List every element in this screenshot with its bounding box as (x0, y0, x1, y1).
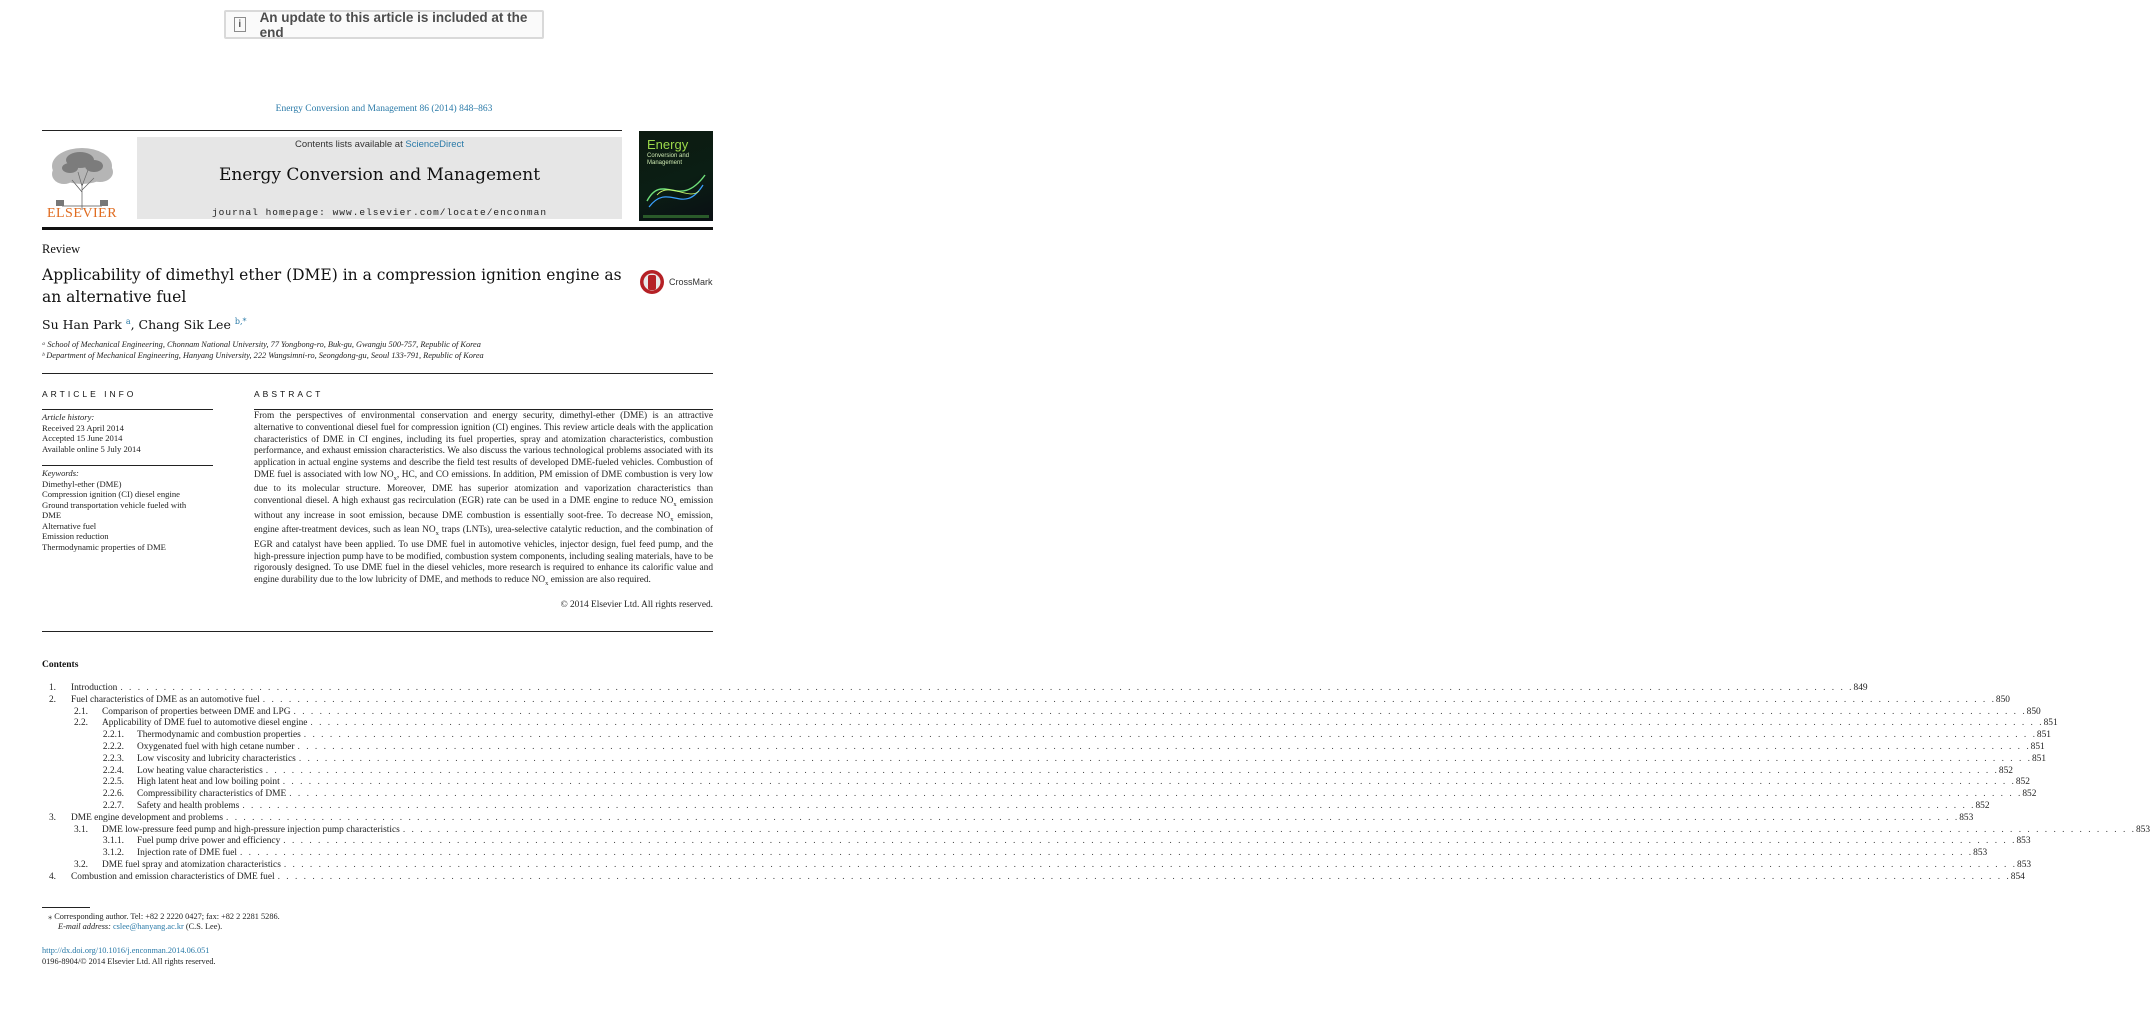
toc-entry-title[interactable]: Combustion and emission characteristics of DME fuel (71, 871, 275, 882)
toc-entry-title[interactable]: DME low-pressure feed pump and high-pressure injection pump characteristics (102, 824, 400, 835)
toc-leader-dots: . . . . . . . . . . . . . . . . . . . . . . . . . . . . . . . . . . . . . . . . . . . . . . . . . . . . . . . . . . . . . . . . . . . . . . . . . . . . . . . . . . . . . . . . . . . . . . . . . . . . . . . . . . . . . . . . . . . . . . . . . . . . . . . . . . . . . . . . . . . . . . . . . . . . . . . . . . . . . . . . . . . . . . . . . . . . . . . . . . . . . . . . . . . . . . . . . . . . . . . . (282, 777, 2016, 788)
toc-leader-dots: . . . . . . . . . . . . . . . . . . . . . . . . . . . . . . . . . . . . . . . . . . . . . . . . . . . . . . . . . . . . . . . . . . . . . . . . . . . . . . . . . . . . . . . . . . . . . . . . . . . . . . . . . . . . . . . . . . . . . . . . . . . . . . . . . . . . . . . . . . . . . . . . . . . . . . . . . . . . . . . . . . . . . . . . . . . . . . . . . . . . . . . . . . . . . . . . . . . . . . . . (265, 765, 1999, 776)
contents-prefix: Contents lists available at (295, 139, 406, 150)
keywords-block (42, 468, 186, 552)
toc-entry-title[interactable]: DME fuel spray and atomization characteristics (102, 859, 281, 870)
toc-entry-line (137, 741, 2045, 752)
toc-entry-number: 1. (48, 683, 56, 693)
toc-leader-dots: . . . . . . . . . . . . . . . . . . . . . . . . . . . . . . . . . . . . . . . . . . . . . . . . . . . . . . . . . . . . . . . . . . . . . . . . . . . . . . . . . . . . . . . . . . . . . . . . . . . . . . . . . . . . . . . . . . . . . . . . . . . . . . . . . . . . . . . . . . . . . . . . . . . . . . . . . . . . . . . . . . . . . . . . . . . . . . . . . . . . . . . . . . . . . . . . . . . . . . . . (303, 730, 2037, 741)
toc-entry-line (102, 718, 2058, 729)
abstract-text: From the perspectives of environmental conservation and energy security, dimethyl-ether (DME) is an attractive alternative to conventional diesel fuel for compression ignition (CI) engines. This review article deals with the application characteristics of DME in CI engines, including its fuel properties, spray and atomization characteristics, combustion performance, and exhaust emission characteristics. We also discuss the various technological problems associated with its application in actual engine systems and describe the field test results of developed DME-fueled vehicles. Combustion of DME fuel is associated with low $NO_x$, HC, and CO emissions. In addition, PM emission of DME combustion is very low due to its molecular structure. Moreover, DME has superior atomization and vaporization characteristics than conventional diesel. A high exhaust gas recirculation (EGR) rate can be used in a DME engine to reduce $NO_x$ emission without any increase in soot emission, because DME combustion is essentially soot-free. To decrease $NO_x$ emission, engine after-treatment devices, such as lean $NO_x$ traps (LNTs), urea-selective catalytic reduction, and the combination of EGR and catalyst have been applied. To use DME fuel in automotive vehicles, injector design, fuel feed pump, and the high-pressure injection pump have to be modified, combustion system components, including sealing materials, have to be rigorously designed. To use DME fuel in the diesel vehicles, more research is required to enhance its calorific value and engine durability due to the low lubricity of DME, and methods to reduce $NO_x$ emission are also required. (254, 411, 713, 588)
toc-entry-line (102, 706, 2041, 717)
toc-entry[interactable] (42, 848, 1988, 860)
toc-entry[interactable] (42, 765, 2013, 778)
toc-entry-number: 2.2. (73, 718, 88, 729)
toc-entry-title[interactable]: Fuel pump drive power and efficiency (137, 836, 281, 847)
toc-leader-dots: . . . . . . . . . . . . . . . . . . . . . . . . . . . . . . . . . . . . . . . . . . . . . . . . . . . . . . . . . . . . . . . . . . . . . . . . . . . . . . . . . . . . . . . . . . . . . . . . . . . . . . . . . . . . . . . . . . . . . . . . . . . . . . . . . . . . . . . . . . . . . . . . . . . . . . . . . . . . . . . . . . . . . . . . . . . . . . . . . . . . . . . . . . . . . . . . . . . . . . . . (289, 789, 2023, 800)
cover-title: Energy (647, 137, 689, 152)
sciencedirect-link[interactable]: ScienceDirect (405, 139, 464, 150)
toc-entry[interactable] (42, 694, 2010, 707)
contents-divider (42, 631, 713, 632)
toc-leader-dots: . . . . . . . . . . . . . . . . . . . . . . . . . . . . . . . . . . . . . . . . . . . . . . . . . . . . . . . . . . . . . . . . . . . . . . . . . . . . . . . . . . . . . . . . . . . . . . . . . . . . . . . . . . . . . . . . . . . . . . . . . . . . . . . . . . . . . . . . . . . . . . . . . . . . . . . . . . . . . . . . . . . . . . . . . . . . . . . . . . . . . . . . . . . . . . . . . . . . . . . . (283, 836, 2017, 847)
toc-entry-line (71, 683, 1868, 693)
header-bottom-rule (42, 227, 713, 230)
toc-leader-dots: . . . . . . . . . . . . . . . . . . . . . . . . . . . . . . . . . . . . . . . . . . . . . . . . . . . . . . . . . . . . . . . . . . . . . . . . . . . . . . . . . . . . . . . . . . . . . . . . . . . . . . . . . . . . . . . . . . . . . . . . . . . . . . . . . . . . . . . . . . . . . . . . . . . . . . . . . . . . . . . . . . . . . . . . . . . . . . . . . . . . . . . . . . . . . . . . . . . . . . . . (239, 848, 1974, 859)
toc-entry-line (102, 859, 2032, 870)
crossmark-icon (639, 269, 665, 295)
toc-entry-line (137, 765, 2013, 776)
toc-entry-line (137, 730, 2051, 741)
toc-entry-line (137, 800, 1990, 811)
crossmark-label: CrossMark (669, 277, 713, 287)
article-info-rule (42, 409, 213, 410)
author-name[interactable]: Su Han Park (42, 317, 122, 333)
toc-entry[interactable] (42, 777, 2030, 789)
cover-swirl-graphic (639, 131, 713, 221)
toc-entry-line (137, 789, 2037, 800)
toc-entry[interactable] (42, 683, 1868, 695)
email-suffix: (C.S. Lee). (183, 922, 223, 931)
elsevier-wordmark: ELSEVIER (46, 206, 118, 221)
history-online: Available online 5 July 2014 (42, 443, 141, 454)
toc-entry-page: 853 (2016, 836, 2031, 847)
toc-entry-line (71, 871, 2025, 882)
email-label: E-mail address: (58, 922, 113, 931)
toc-entry-number: 2.2.1. (102, 730, 124, 741)
cover-subtitle: Conversion and Management (647, 153, 690, 166)
toc-entry-title[interactable]: Comparison of properties between DME and LPG (102, 706, 291, 717)
toc-entry-title[interactable]: Thermodynamic and combustion properties (137, 730, 301, 741)
keyword-item: DME (42, 510, 62, 520)
toc-entry-number: 4. (48, 871, 56, 882)
keywords-label: Keywords: (42, 468, 79, 478)
toc-entry-page: 850 (2026, 706, 2041, 717)
toc-entry-number: 3.1. (73, 824, 88, 835)
toc-entry-number: 2.2.6. (102, 789, 124, 800)
toc-entry-line (137, 836, 2031, 847)
history-accepted: Accepted 15 June 2014 (42, 433, 123, 443)
toc-entry-title[interactable]: Fuel characteristics of DME as an automotive fuel (71, 694, 260, 705)
doi-link[interactable]: http://dx.doi.org/10.1016/j.enconman.2014.06.051 (42, 946, 210, 955)
toc-leader-dots: . . . . . . . . . . . . . . . . . . . . . . . . . . . . . . . . . . . . . . . . . . . . . . . . . . . . . . . . . . . . . . . . . . . . . . . . . . . . . . . . . . . . . . . . . . . . . . . . . . . . . . . . . . . . . . . . . . . . . . . . . . . . . . . . . . . . . . . . . . . . . . . . . . . . . . . . . . . . . . . . . . . . . . . . . . . . . . . . . . . . . . . . . . . . . . . . . . . . . . . . (310, 718, 2044, 729)
toc-entry-number: 2.1. (73, 706, 88, 717)
toc-entry-page: 854 (2010, 871, 2025, 882)
toc-entry[interactable] (42, 836, 2031, 848)
article-history-label: Article history: (42, 412, 95, 422)
affiliation-b: ᵇ Department of Mechanical Engineering, Hanyang University, 222 Wangsimni-ro, Seongdong-gu, Seoul 133-791, Republic of Korea (42, 351, 484, 360)
info-icon: i (234, 17, 246, 32)
toc-entry-line (102, 824, 2150, 835)
toc-entry-page: 853 (1959, 812, 1974, 823)
article-type: Review (42, 242, 81, 256)
toc-entry-page: 850 (1995, 694, 2010, 705)
toc-entry-page: 851 (2030, 741, 2045, 752)
toc-entry-title[interactable]: Compressibility characteristics of DME (137, 789, 287, 800)
author-affiliation-marker[interactable]: a (125, 317, 131, 326)
toc-leader-dots: . . . . . . . . . . . . . . . . . . . . . . . . . . . . . . . . . . . . . . . . . . . . . . . . . . . . . . . . . . . . . . . . . . . . . . . . . . . . . . . . . . . . . . . . . . . . . . . . . . . . . . . . . . . . . . . . . . . . . . . . . . . . . . . . . . . . . . . . . . . . . . . . . . . . . . . . . . . . . . . . . . . . . . . . . . . . . . . . . . . . . . . . . . . . . . . . . . . . . . . . (120, 683, 1854, 693)
toc-leader-dots: . . . . . . . . . . . . . . . . . . . . . . . . . . . . . . . . . . . . . . . . . . . . . . . . . . . . . . . . . . . . . . . . . . . . . . . . . . . . . . . . . . . . . . . . . . . . . . . . . . . . . . . . . . . . . . . . . . . . . . . . . . . . . . . . . . . . . . . . . . . . . . . . . . . . . . . . . . . . . . . . . . . . . . . . . . . . . . . . . . . . . . . . . . . . . . . . . . . . . . . . (242, 800, 1976, 811)
toc-leader-dots: . . . . . . . . . . . . . . . . . . . . . . . . . . . . . . . . . . . . . . . . . . . . . . . . . . . . . . . . . . . . . . . . . . . . . . . . . . . . . . . . . . . . . . . . . . . . . . . . . . . . . . . . . . . . . . . . . . . . . . . . . . . . . . . . . . . . . . . . . . . . . . . . . . . . . . . . . . . . . . . . . . . . . . . . . . . . . . . . . . . . . . . . . . . . . . . . . . . . . . . . (226, 812, 1960, 823)
abstract-heading: ABSTRACT (254, 389, 324, 399)
toc-entry-line (137, 777, 2030, 788)
toc-entry-page: 851 (2036, 730, 2051, 741)
toc-entry-line (71, 812, 1974, 823)
journal-header-box (137, 137, 622, 219)
toc-entry-page: 851 (2031, 753, 2047, 764)
toc-entry-line (137, 848, 1988, 859)
toc-entry[interactable] (42, 859, 2032, 872)
keyword-item: Ground transportation vehicle fueled with (42, 499, 187, 510)
update-banner-text: An update to this article is included at the end (259, 9, 528, 40)
toc-entry[interactable] (42, 824, 2150, 837)
footnote-rule (42, 907, 90, 908)
toc-leader-dots: . . . . . . . . . . . . . . . . . . . . . . . . . . . . . . . . . . . . . . . . . . . . . . . . . . . . . . . . . . . . . . . . . . . . . . . . . . . . . . . . . . . . . . . . . . . . . . . . . . . . . . . . . . . . . . . . . . . . . . . . . . . . . . . . . . . . . . . . . . . . . . . . . . . . . . . . . . . . . . . . . . . . . . . . . . . . . . . . . . . . . . . . . . . . . . . . . . . . . . . . (277, 871, 2011, 882)
toc-entry[interactable] (42, 800, 1990, 813)
toc-entry-line (71, 694, 2010, 705)
section-divider (42, 373, 713, 374)
article-info-heading: ARTICLE INFO (42, 389, 137, 399)
toc-entry-title[interactable]: Oxygenated fuel with high cetane number (137, 741, 295, 752)
crossmark-button[interactable] (639, 268, 719, 296)
toc-entry-line (137, 753, 2047, 764)
toc-entry-title[interactable]: Introduction (71, 683, 118, 693)
journal-title: Energy Conversion and Management (218, 165, 541, 185)
toc-entry-title[interactable]: Safety and health problems (137, 800, 240, 811)
toc-entry-title[interactable]: Injection rate of DME fuel (137, 848, 237, 859)
toc-entry-title[interactable]: DME engine development and problems (71, 812, 224, 823)
toc-entry-number: 2.2.3. (102, 753, 124, 764)
toc-entry-title[interactable]: Applicability of DME fuel to automotive diesel engine (102, 718, 308, 729)
keywords-rule (42, 465, 213, 466)
toc-entry-page: 852 (2022, 789, 2037, 800)
toc-entry-number: 2.2.2. (102, 741, 124, 752)
toc-entry[interactable] (42, 753, 2047, 766)
toc-entry[interactable] (42, 812, 1974, 825)
toc-entry[interactable] (42, 730, 2051, 742)
toc-entry[interactable] (42, 741, 2045, 754)
journal-reference-link[interactable]: Energy Conversion and Management 86 (2014) 848–863 (275, 104, 493, 114)
toc-leader-dots: . . . . . . . . . . . . . . . . . . . . . . . . . . . . . . . . . . . . . . . . . . . . . . . . . . . . . . . . . . . . . . . . . . . . . . . . . . . . . . . . . . . . . . . . . . . . . . . . . . . . . . . . . . . . . . . . . . . . . . . . . . . . . . . . . . . . . . . . . . . . . . . . . . . . . . . . . . . . . . . . . . . . . . . . . . . . . . . . . . . . . . . . . . . . . . . . . . . . . . . . (297, 741, 2031, 752)
abstract-rule (254, 409, 713, 410)
toc-leader-dots: . . . . . . . . . . . . . . . . . . . . . . . . . . . . . . . . . . . . . . . . . . . . . . . . . . . . . . . . . . . . . . . . . . . . . . . . . . . . . . . . . . . . . . . . . . . . . . . . . . . . . . . . . . . . . . . . . . . . . . . . . . . . . . . . . . . . . . . . . . . . . . . . . . . . . . . . . . . . . . . . . . . . . . . . . . . . . . . . . . . . . . . . . . . . . . . . . . . . . . . . (283, 859, 2017, 870)
toc-entry[interactable] (42, 871, 2025, 884)
toc-entry-page: 852 (2015, 777, 2030, 788)
toc-entry-page: 849 (1853, 683, 1868, 693)
update-banner[interactable] (224, 10, 544, 39)
issn-copyright: 0196-8904/© 2014 Elsevier Ltd. All rights reserved. (42, 957, 216, 966)
toc-entry[interactable] (42, 718, 2058, 730)
author-affiliation-marker[interactable]: b,* (234, 317, 247, 326)
toc-entry-number: 3.2. (73, 859, 88, 870)
toc-entry-number: 3.1.1. (102, 836, 124, 847)
toc-entry-title[interactable]: Low viscosity and lubricity characteristics (137, 753, 296, 764)
copyright-notice: © 2014 Elsevier Ltd. All rights reserved. (560, 600, 713, 610)
table-of-contents (42, 683, 2150, 884)
toc-leader-dots: . . . . . . . . . . . . . . . . . . . . . . . . . . . . . . . . . . . . . . . . . . . . . . . . . . . . . . . . . . . . . . . . . . . . . . . . . . . . . . . . . . . . . . . . . . . . . . . . . . . . . . . . . . . . . . . . . . . . . . . . . . . . . . . . . . . . . . . . . . . . . . . . . . . . . . . . . . . . . . . . . . . . . . . . . . . . . . . . . . . . . . . . . . . . . . . . . . . . . . . . (402, 824, 2136, 835)
email-link[interactable]: cslee@hanyang.ac.kr (113, 922, 184, 931)
toc-entry-page: 853 (1973, 848, 1988, 859)
toc-entry-page: 853 (2135, 824, 2150, 835)
corresponding-author-note: ⁎ Corresponding author. Tel: +82 2 2220 0427; fax: +82 2 2281 5286. (48, 912, 280, 921)
author-name[interactable]: Chang Sik Lee (138, 317, 231, 333)
email-note (58, 922, 222, 931)
toc-entry-title[interactable]: Low heating value characteristics (137, 765, 263, 776)
toc-entry-page: 853 (2017, 859, 2032, 870)
keyword-item: Alternative fuel (42, 520, 97, 531)
article-history (42, 412, 141, 454)
journal-cover-image (639, 131, 713, 221)
header-top-rule (42, 130, 622, 131)
keyword-item: Compression ignition (CI) diesel engine (42, 489, 180, 499)
toc-entry-number: 2.2.5. (102, 777, 124, 788)
toc-entry[interactable] (42, 789, 2037, 801)
toc-leader-dots: . . . . . . . . . . . . . . . . . . . . . . . . . . . . . . . . . . . . . . . . . . . . . . . . . . . . . . . . . . . . . . . . . . . . . . . . . . . . . . . . . . . . . . . . . . . . . . . . . . . . . . . . . . . . . . . . . . . . . . . . . . . . . . . . . . . . . . . . . . . . . . . . . . . . . . . . . . . . . . . . . . . . . . . . . . . . . . . . . . . . . . . . . . . . . . . . . . . . . . . . (298, 753, 2032, 764)
article-title: Applicability of dimethyl ether (DME) in a compression ignition engine as an alternative fuel (42, 266, 622, 306)
toc-entry[interactable] (42, 706, 2041, 719)
toc-leader-dots: . . . . . . . . . . . . . . . . . . . . . . . . . . . . . . . . . . . . . . . . . . . . . . . . . . . . . . . . . . . . . . . . . . . . . . . . . . . . . . . . . . . . . . . . . . . . . . . . . . . . . . . . . . . . . . . . . . . . . . . . . . . . . . . . . . . . . . . . . . . . . . . . . . . . . . . . . . . . . . . . . . . . . . . . . . . . . . . . . . . . . . . . . . . . . . . . . . . . . . . . (262, 694, 1996, 705)
toc-entry-title[interactable]: High latent heat and low boiling point (137, 777, 280, 788)
toc-entry-page: 852 (1975, 800, 1990, 811)
toc-entry-page: 852 (1998, 765, 2013, 776)
keyword-item: Emission reduction (42, 531, 109, 541)
contents-available-line (137, 139, 622, 150)
contents-heading: Contents (42, 660, 79, 670)
toc-entry-number: 2.2.4. (102, 765, 124, 776)
journal-homepage-link[interactable]: journal homepage: www.elsevier.com/locate/enconman (211, 207, 548, 218)
author-list: Su Han Park $^a$, Chang Sik Lee $^{b,*}$ (42, 317, 247, 333)
toc-entry-number: 3.1.2. (102, 848, 124, 859)
toc-leader-dots: . . . . . . . . . . . . . . . . . . . . . . . . . . . . . . . . . . . . . . . . . . . . . . . . . . . . . . . . . . . . . . . . . . . . . . . . . . . . . . . . . . . . . . . . . . . . . . . . . . . . . . . . . . . . . . . . . . . . . . . . . . . . . . . . . . . . . . . . . . . . . . . . . . . . . . . . . . . . . . . . . . . . . . . . . . . . . . . . . . . . . . . . . . . . . . . . . . . . . . . . (293, 706, 2027, 717)
toc-entry-number: 2. (48, 694, 56, 705)
affiliation-a: ᵃ School of Mechanical Engineering, Chonnam National University, 77 Yongbong-ro, Buk-gu, Gwangju 500-757, Republic of Korea (42, 340, 481, 349)
toc-entry-number: 3. (48, 812, 56, 823)
keyword-item: Thermodynamic properties of DME (42, 541, 166, 552)
toc-entry-number: 2.2.7. (102, 800, 124, 811)
toc-entry-page: 851 (2043, 718, 2058, 729)
history-received: Received 23 April 2014 (42, 422, 124, 433)
keyword-item: Dimethyl-ether (DME) (42, 478, 122, 489)
